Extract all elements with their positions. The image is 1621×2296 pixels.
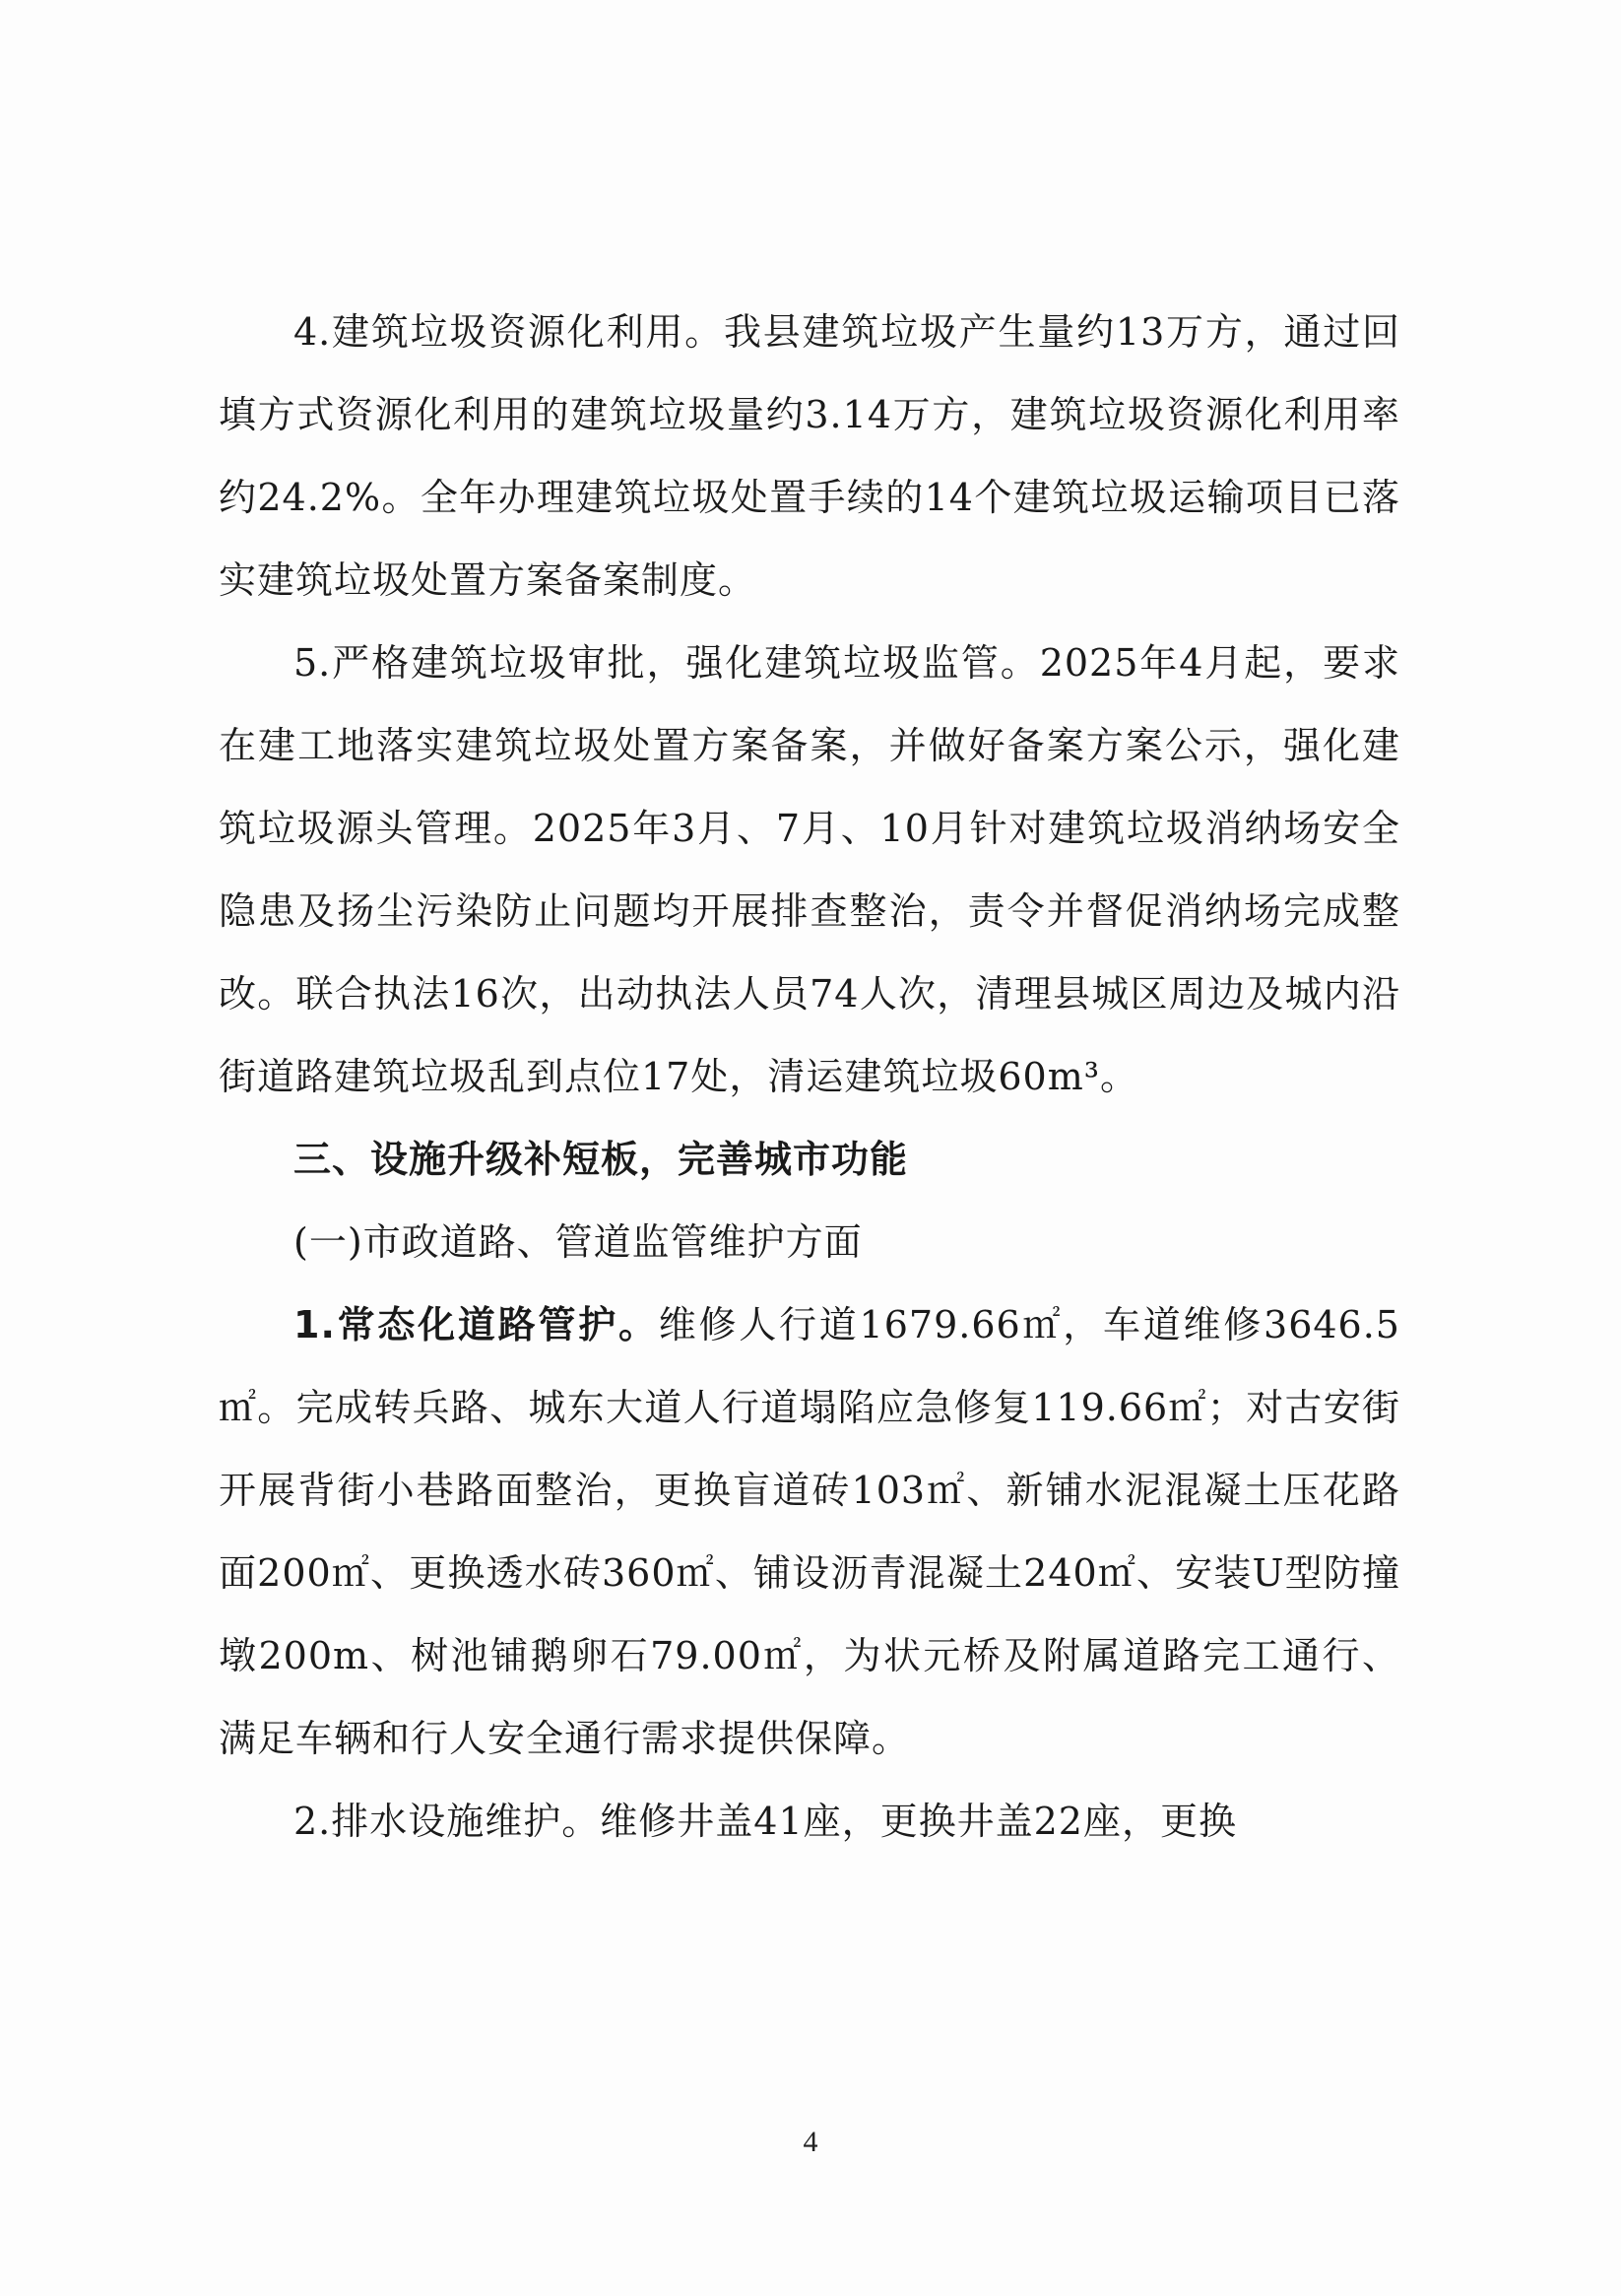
paragraph-lead: 5.严格建筑垃圾审批，强化建筑垃圾监管。: [293, 641, 1040, 685]
paragraph-text: 维修人行道1679.66㎡，车道维修3646.5㎡。完成转兵路、城东大道人行道塌陷应急修复119.66㎡；对古安街开展背街小巷路面整治，更换盲道砖103㎡、新铺水泥混凝土压花路面200㎡、更换透水砖360㎡、铺设沥青混凝土240㎡、安装U型防撞墩200m、树池铺鹅卵石79.00㎡，为状元桥及附属道路完工通行、满足车辆和行人安全通行需求提供保障。: [219, 1303, 1400, 1760]
paragraph-text: 我县建筑垃圾产生量约13万方，通过回填方式资源化利用的建筑垃圾量约3.14万方，建筑垃圾资源化利用率约24.2%。全年办理建筑垃圾处置手续的14个建筑垃圾运输项目已落实建筑垃圾处置方案备案制度。: [219, 310, 1400, 602]
paragraph-waste-approval-supervision: [219, 622, 1400, 1118]
paragraph-drainage-maintenance: [219, 1780, 1400, 1863]
paragraph-road-maintenance: [219, 1283, 1400, 1780]
paragraph-text: 维修井盖41座，更换井盖22座，更换: [600, 1800, 1237, 1843]
section-heading: 三、设施升级补短板，完善城市功能: [293, 1138, 909, 1181]
document-body: [219, 291, 1400, 1863]
subsection-heading: (一)市政道路、管道监管维护方面: [293, 1220, 863, 1264]
paragraph-lead: 1.常态化道路管护。: [293, 1303, 659, 1346]
paragraph-construction-waste-reuse: [219, 291, 1400, 622]
paragraph-lead: 4.建筑垃圾资源化利用。: [293, 310, 724, 354]
paragraph-text: 2025年4月起，要求在建工地落实建筑垃圾处置方案备案，并做好备案方案公示，强化建筑垃圾源头管理。2025年3月、7月、10月针对建筑垃圾消纳场安全隐患及扬尘污染防止问题均开展排查整治，责令并督促消纳场完成整改。联合执法16次，出动执法人员74人次，清理县城区周边及城内沿街道路建筑垃圾乱到点位17处，清运建筑垃圾60m³。: [219, 641, 1400, 1098]
paragraph-lead: 2.排水设施维护。: [293, 1800, 601, 1843]
page-number: 4: [803, 2126, 818, 2158]
